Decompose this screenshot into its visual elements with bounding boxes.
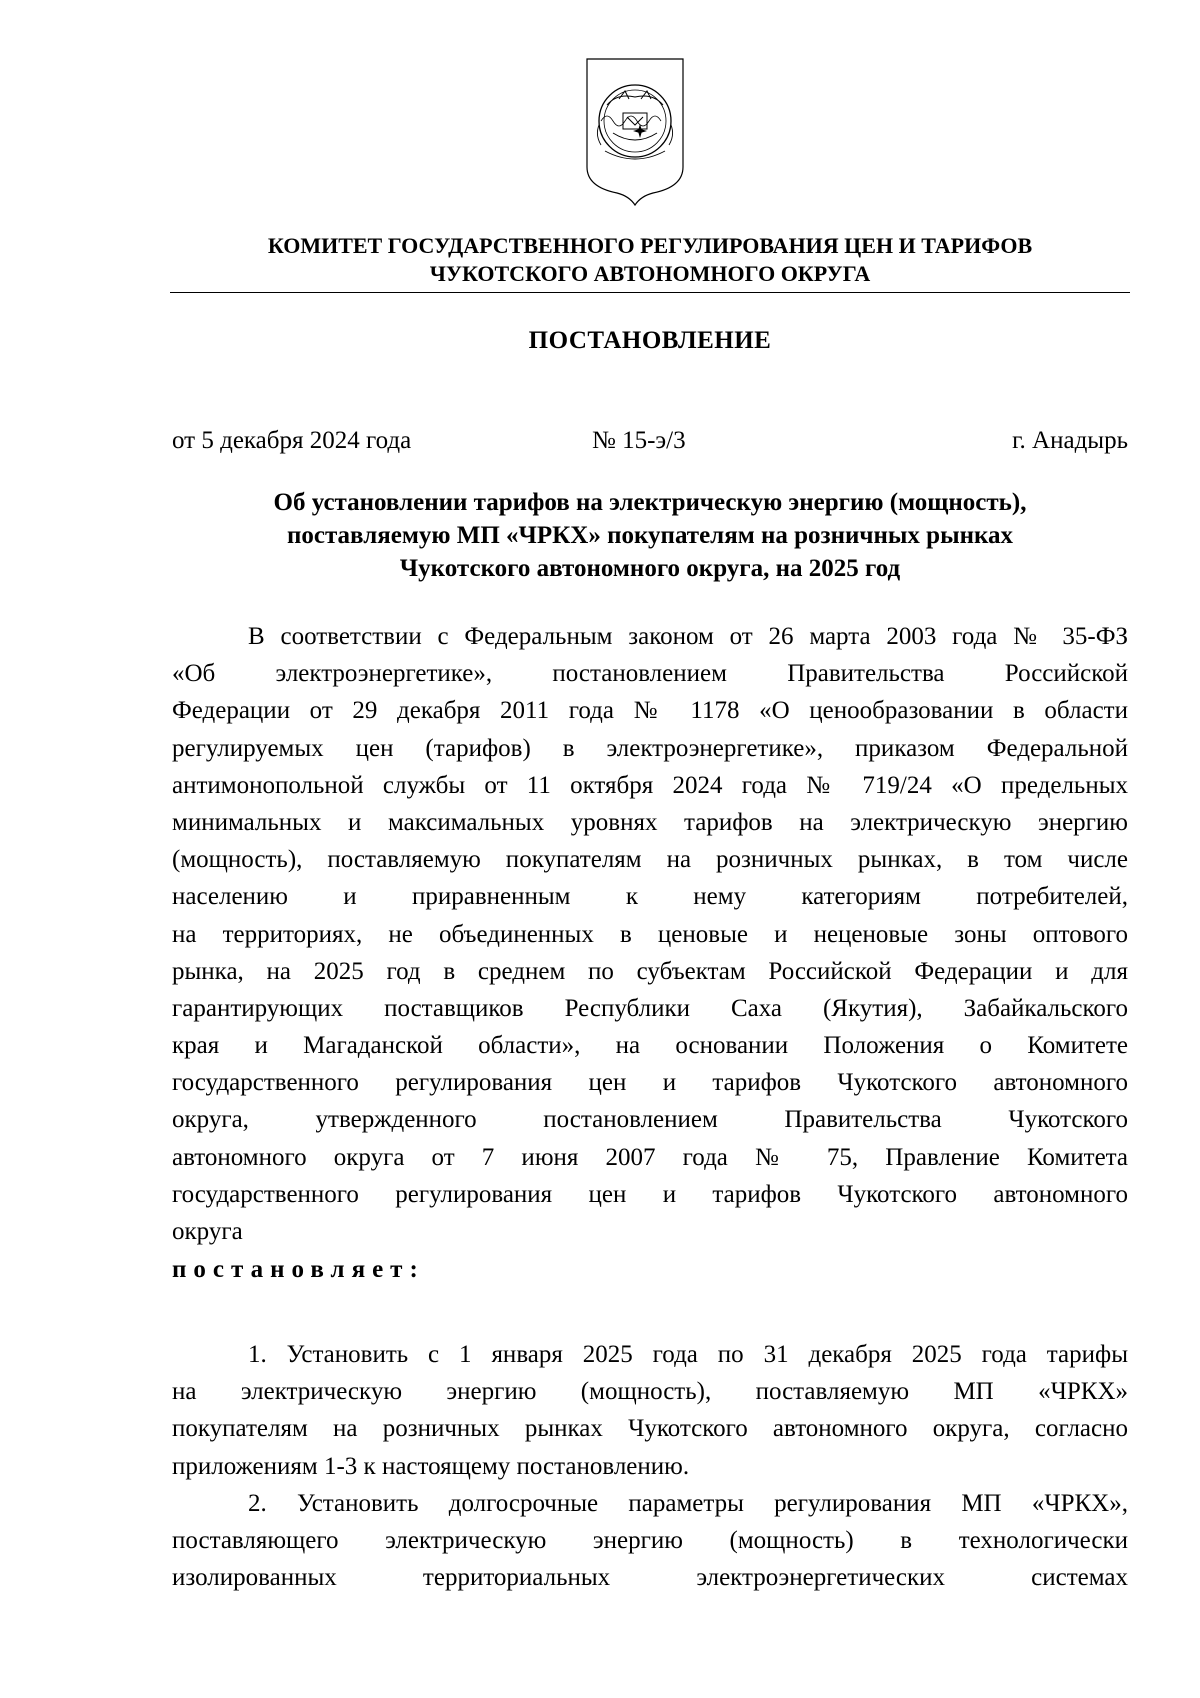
preamble-line: на территориях, не объединенных в ценовые и неценовые зоны оптового: [172, 920, 1128, 948]
preamble-line: округа, утвержденного постановлением Правительства Чукотского: [172, 1106, 1128, 1134]
preamble-paragraph: [172, 618, 1128, 1250]
preamble-line: В соответствии с Федеральным законом от 26 марта 2003 года № 35-ФЗ: [248, 623, 1128, 650]
preamble-line: «Об электроэнергетике», постановлением Правительства Российской: [172, 660, 1128, 688]
item-1-line: приложениям 1-3 к настоящему постановлению.: [172, 1452, 690, 1480]
document-meta-row: [172, 425, 1128, 457]
header-divider: [170, 292, 1130, 293]
decree-word: постановляет:: [172, 1256, 425, 1283]
preamble-line: автономного округа от 7 июня 2007 года № 75, Правление Комитета: [172, 1143, 1128, 1171]
preamble-line: края и Магаданской области», на основании Положения о Комитете: [172, 1032, 1128, 1060]
preamble-line: населению и приравненным к нему категориям потребителей,: [172, 883, 1128, 911]
item-2-line: поставляющего электрическую энергию (мощность) в технологически: [172, 1527, 1128, 1555]
preamble-line: государственного регулирования цен и тарифов Чукотского автономного: [172, 1069, 1128, 1097]
preamble-line: (мощность), поставляемую покупателям на розничных рынках, в том числе: [172, 846, 1128, 874]
item-2-line: 2. Установить долгосрочные параметры регулирования МП «ЧРКХ»,: [248, 1490, 1128, 1517]
organization-name: [170, 232, 1130, 288]
preamble-line: гарантирующих поставщиков Республики Саха (Якутия), Забайкальского: [172, 994, 1128, 1022]
preamble-line: антимонопольной службы от 11 октября 2024 года № 719/24 «О предельных: [172, 771, 1128, 799]
preamble-line: округа: [172, 1218, 243, 1245]
item-1-paragraph: [172, 1336, 1128, 1485]
document-title: [170, 486, 1130, 585]
item-2-line: изолированных территориальных электроэнергетических системах: [172, 1564, 1128, 1592]
document-type-heading: ПОСТАНОВЛЕНИЕ: [528, 327, 772, 354]
document-title-line: поставляемую МП «ЧРКХ» покупателям на розничных рынках: [286, 522, 1014, 549]
preamble-line: Федерации от 29 декабря 2011 года № 1178 «О ценообразовании в области: [172, 697, 1128, 725]
organization-name-line-1: КОМИТЕТ ГОСУДАРСТВЕННОГО РЕГУЛИРОВАНИЯ ЦЕН И ТАРИФОВ: [267, 233, 1033, 258]
item-1-line: покупателям на розничных рынках Чукотского автономного округа, согласно: [172, 1415, 1128, 1443]
item-1-line: 1. Установить с 1 января 2025 года по 31 декабря 2025 года тарифы: [248, 1341, 1128, 1368]
preamble-line: минимальных и максимальных уровнях тарифов на электрическую энергию: [172, 808, 1128, 836]
chukotka-coat-of-arms-icon: [583, 55, 687, 207]
item-2-paragraph: [172, 1485, 1128, 1597]
item-1-line: на электрическую энергию (мощность), поставляемую МП «ЧРКХ»: [172, 1378, 1128, 1406]
document-title-line: Чукотского автономного округа, на 2025 год: [399, 555, 901, 582]
preamble-line: регулируемых цен (тарифов) в электроэнергетике», приказом Федеральной: [172, 734, 1128, 762]
document-city: г. Анадырь: [1012, 427, 1128, 454]
preamble-line: государственного регулирования цен и тарифов Чукотского автономного: [172, 1180, 1128, 1208]
organization-name-line-2: ЧУКОТСКОГО АВТОНОМНОГО ОКРУГА: [429, 261, 871, 286]
document-title-line: Об установлении тарифов на электрическую энергию (мощность),: [273, 489, 1027, 516]
document-date: от 5 декабря 2024 года: [172, 427, 412, 454]
document-number: № 15-э/3: [592, 427, 686, 454]
preamble-line: рынка, на 2025 год в среднем по субъектам Российской Федерации и для: [172, 957, 1128, 985]
